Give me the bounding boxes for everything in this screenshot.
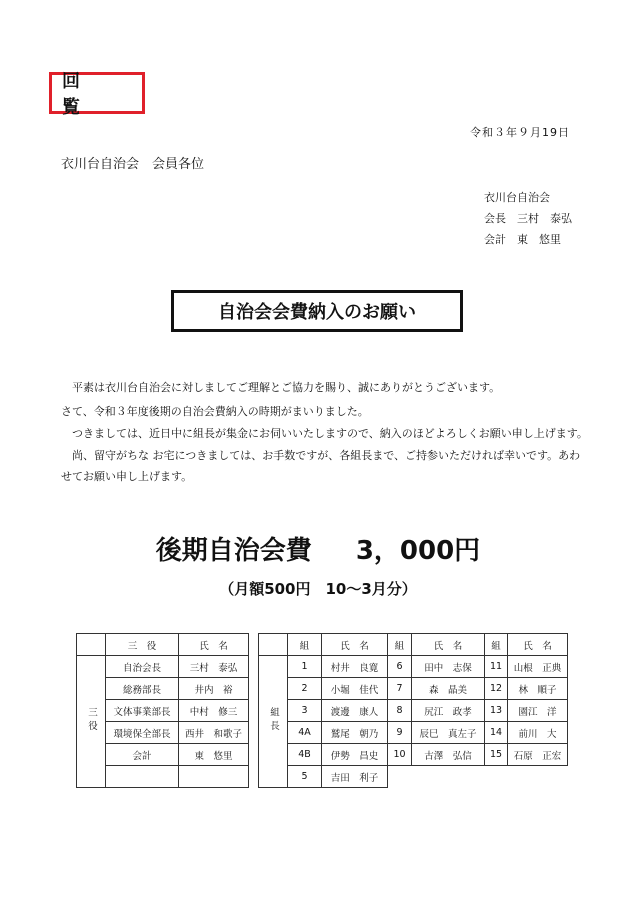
table-row bbox=[77, 766, 568, 788]
leader-name: 伊勢 昌史 bbox=[322, 744, 388, 766]
officer-role: 環境保全部長 bbox=[106, 722, 179, 744]
addressee: 衣川台自治会 会員各位 bbox=[61, 157, 205, 172]
officer-name: 三村 泰弘 bbox=[179, 656, 249, 678]
group-number: 2 bbox=[288, 678, 322, 700]
officer-role bbox=[106, 766, 179, 788]
officer-role: 会計 bbox=[106, 744, 179, 766]
leader-name: 吉田 利子 bbox=[322, 766, 388, 788]
group-number: 4A bbox=[288, 722, 322, 744]
group-number: 1 bbox=[288, 656, 322, 678]
officers-label: 三役 bbox=[77, 656, 106, 788]
leader-name: 石原 正宏 bbox=[508, 744, 568, 766]
header-group: 組 bbox=[288, 634, 322, 656]
group-number: 4B bbox=[288, 744, 322, 766]
header-name: 氏 名 bbox=[179, 634, 249, 656]
leader-name: 渡邊 康人 bbox=[322, 700, 388, 722]
group-number: 15 bbox=[485, 744, 508, 766]
fee-note: （月額500円 10～3月分） bbox=[219, 580, 417, 598]
header-group: 組 bbox=[388, 634, 412, 656]
officer-role: 自治会長 bbox=[106, 656, 179, 678]
header-name: 氏 名 bbox=[322, 634, 388, 656]
circular-stamp bbox=[49, 71, 145, 118]
body-paragraph-1: 平素は衣川台自治会に対しましてご理解とご協力を賜り、誠にありがとうございます。 bbox=[72, 381, 501, 394]
group-number: 13 bbox=[485, 700, 508, 722]
group-number: 3 bbox=[288, 700, 322, 722]
group-number: 8 bbox=[388, 700, 412, 722]
officer-name: 中村 修三 bbox=[179, 700, 249, 722]
officer-name bbox=[179, 766, 249, 788]
group-number: 7 bbox=[388, 678, 412, 700]
circular-label: 回 覧 bbox=[62, 71, 118, 118]
document-title: 自治会会費納入のお願い bbox=[218, 302, 416, 323]
group-number: 9 bbox=[388, 722, 412, 744]
group-number: 6 bbox=[388, 656, 412, 678]
leader-name: 村井 良寛 bbox=[322, 656, 388, 678]
table-row bbox=[77, 744, 568, 766]
officer-name: 井内 裕 bbox=[179, 678, 249, 700]
table-row bbox=[77, 700, 568, 722]
fee-amount: 3，000円 bbox=[355, 536, 481, 566]
officer-name: 西井 和歌子 bbox=[179, 722, 249, 744]
officer-name: 東 悠里 bbox=[179, 744, 249, 766]
header-name: 氏 名 bbox=[508, 634, 568, 656]
leader-name: 小堀 佳代 bbox=[322, 678, 388, 700]
document-title-box bbox=[171, 290, 463, 332]
sender-org: 衣川台自治会 bbox=[484, 191, 550, 204]
leader-name: 辰巳 真左子 bbox=[412, 722, 485, 744]
roster-header-row bbox=[77, 634, 568, 656]
body-paragraph-4: 尚、留守がちな お宅につきましては、お手数ですが、各組長まで、ご持参いただければ幸いです。あわ bbox=[72, 449, 581, 462]
sender-treasurer: 会計 東 悠里 bbox=[484, 233, 561, 246]
group-number: 11 bbox=[485, 656, 508, 678]
leader-name: 山根 正典 bbox=[508, 656, 568, 678]
header-name: 氏 名 bbox=[412, 634, 485, 656]
officer-role: 文体事業部長 bbox=[106, 700, 179, 722]
body-paragraph-3: つきましては、近日中に組長が集金にお伺いいたしますので、納入のほどよろしくお願い申し上げます。 bbox=[72, 427, 588, 440]
group-number: 10 bbox=[388, 744, 412, 766]
leader-name: 尻江 政孝 bbox=[412, 700, 485, 722]
table-row bbox=[77, 722, 568, 744]
body-paragraph-2: さて、令和３年度後期の自治会費納入の時期がまいりました。 bbox=[61, 405, 369, 418]
fee-label: 後期自治会費 bbox=[155, 536, 312, 566]
leader-name: 前川 大 bbox=[508, 722, 568, 744]
roster-table bbox=[76, 633, 568, 788]
group-number: 12 bbox=[485, 678, 508, 700]
header-role: 三 役 bbox=[106, 634, 179, 656]
group-number: 14 bbox=[485, 722, 508, 744]
group-number: 5 bbox=[288, 766, 322, 788]
leader-name: 森 晶美 bbox=[412, 678, 485, 700]
issue-date: 令和３年９月19日 bbox=[470, 126, 570, 139]
leader-name: 林 順子 bbox=[508, 678, 568, 700]
table-row bbox=[77, 678, 568, 700]
body-paragraph-4-cont: せてお願い申し上げます。 bbox=[61, 470, 193, 483]
fee-heading bbox=[0, 530, 636, 567]
leaders-label: 組長 bbox=[259, 656, 288, 788]
leader-name: 古澤 弘信 bbox=[412, 744, 485, 766]
leader-name: 鷲尾 朝乃 bbox=[322, 722, 388, 744]
table-row bbox=[77, 656, 568, 678]
header-group: 組 bbox=[485, 634, 508, 656]
officer-role: 総務部長 bbox=[106, 678, 179, 700]
leader-name: 園江 洋 bbox=[508, 700, 568, 722]
leader-name: 田中 志保 bbox=[412, 656, 485, 678]
sender-chair: 会長 三村 泰弘 bbox=[484, 212, 572, 225]
